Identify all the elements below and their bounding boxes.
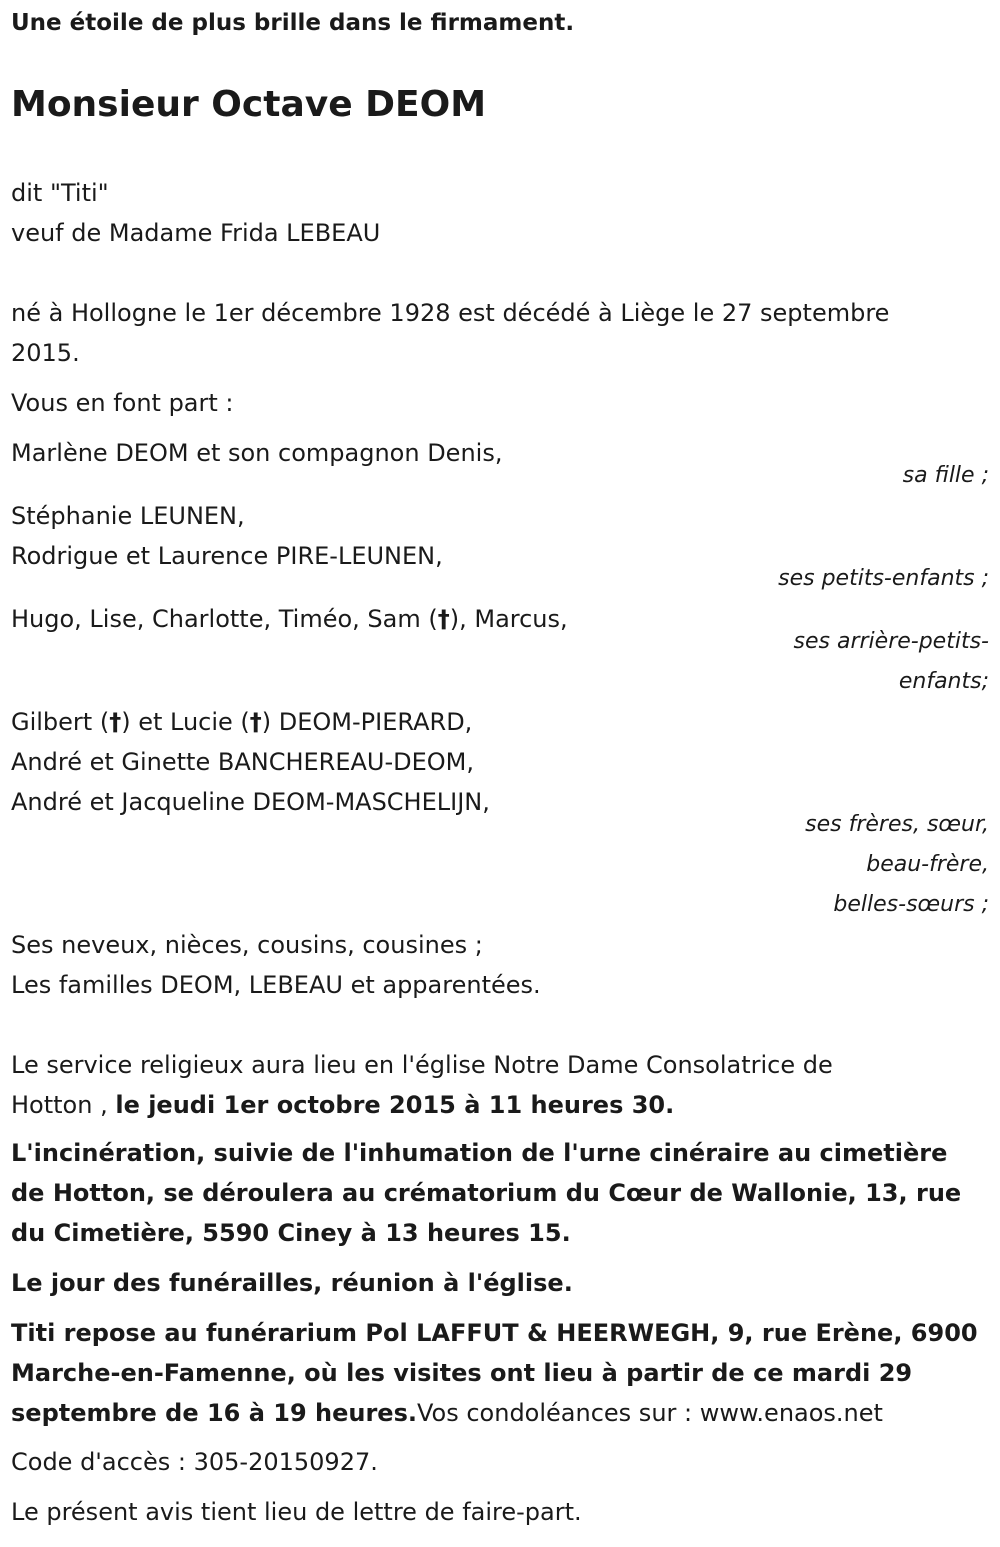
service-line-2 [11,1085,674,1125]
visits-hours: septembre de 16 à 19 heures. [11,1399,417,1427]
announce-line: Vous en font part : [11,389,234,417]
siblings-relation-2: beau-frère, [866,852,989,877]
alias-line: dit "Titi" [11,179,109,207]
visits-line-1: Titi repose au funérarium Pol LAFFUT & HEERWEGH, 9, rue Erène, 6900 [11,1319,978,1347]
gathering-line: Le jour des funérailles, réunion à l'église. [11,1269,573,1297]
cremation-line-3: du Cimetière, 5590 Ciney à 13 heures 15. [11,1219,571,1247]
service-line-1: Le service religieux aura lieu en l'église Notre Dame Consolatrice de [11,1051,833,1079]
great-grandchildren-names-after: ), Marcus, [449,605,568,633]
relatives-line-1: Ses neveux, nièces, cousins, cousines ; [11,931,483,959]
condolences-link[interactable]: Vos condoléances sur : www.enaos.net [416,1399,883,1427]
daughter-names: Marlène DEOM et son compagnon Denis, [11,439,503,467]
siblings-line-2: André et Ginette BANCHEREAU-DEOM, [11,748,475,776]
footer-note: Le présent avis tient lieu de lettre de faire-part. [11,1498,582,1526]
siblings-line-1-a: Gilbert ( [11,708,110,736]
birth-death-line-1: né à Hollogne le 1er décembre 1928 est décédé à Liège le 27 septembre [11,299,890,327]
birth-death-line-2: 2015. [11,339,80,367]
siblings-line-3: André et Jacqueline DEOM-MASCHELIJN, [11,788,490,816]
service-location: Hotton , [11,1091,116,1119]
widower-line: veuf de Madame Frida LEBEAU [11,219,381,247]
great-grandchildren-relation-1: ses arrière-petits- [793,629,989,654]
siblings-relation-1: ses frères, sœur, [805,812,989,837]
cross-icon: † [109,708,122,736]
cross-icon: † [249,708,262,736]
siblings-line-1 [11,702,472,742]
relatives-line-2: Les familles DEOM, LEBEAU et apparentées. [11,971,541,999]
grandchildren-names-1: Stéphanie LEUNEN, [11,502,245,530]
siblings-line-1-c: ) DEOM-PIERARD, [261,708,473,736]
siblings-line-1-b: ) et Lucie ( [121,708,250,736]
service-date: le jeudi 1er octobre 2015 à 11 heures 30. [115,1091,675,1119]
daughter-relation: sa fille ; [902,463,989,488]
deceased-name: Monsieur Octave DEOM [11,84,487,125]
cremation-line-1: L'incinération, suivie de l'inhumation de l'urne cinéraire au cimetière [11,1139,948,1167]
grandchildren-relation: ses petits-enfants ; [778,566,989,591]
visits-line-3 [11,1393,883,1433]
cross-icon: † [437,605,450,633]
cremation-line-2: de Hotton, se déroulera au crématorium du Cœur de Wallonie, 13, rue [11,1179,962,1207]
great-grandchildren-relation-2: enfants; [898,669,989,694]
grandchildren-names-2: Rodrigue et Laurence PIRE-LEUNEN, [11,542,443,570]
great-grandchildren-names [11,599,568,639]
access-code: Code d'accès : 305-20150927. [11,1448,378,1476]
great-grandchildren-names-before: Hugo, Lise, Charlotte, Timéo, Sam ( [11,605,438,633]
visits-line-2: Marche-en-Famenne, où les visites ont lieu à partir de ce mardi 29 [11,1359,913,1387]
siblings-relation-3: belles-sœurs ; [833,892,989,917]
headline: Une étoile de plus brille dans le firmament. [11,10,575,36]
